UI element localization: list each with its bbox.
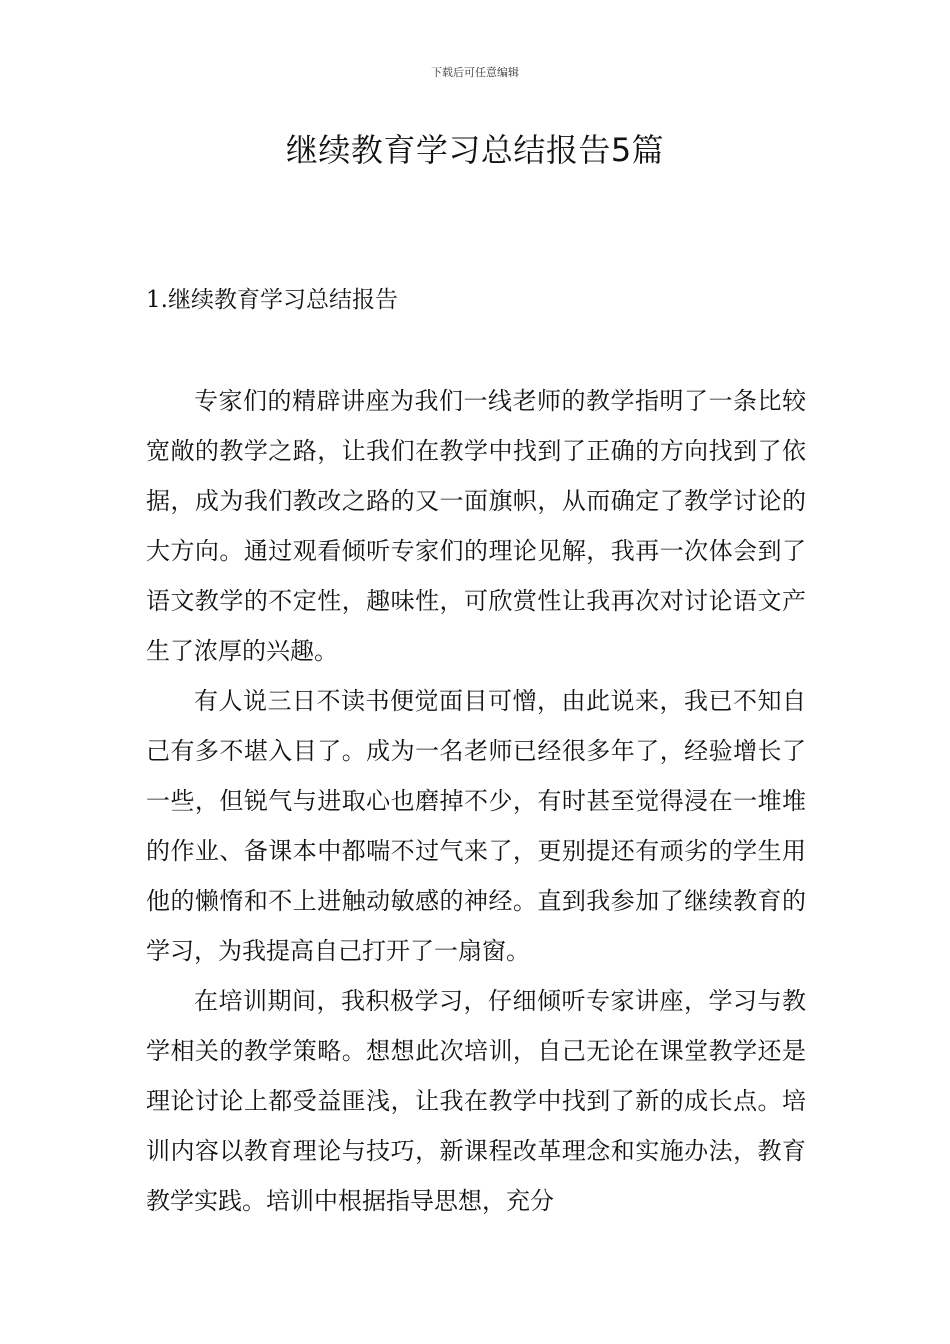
paragraph: 在培训期间，我积极学习，仔细倾听专家讲座，学习与教学相关的教学策略。想想此次培训，自己无论在课堂教学还是理论讨论上都受益匪浅，让我在教学中找到了新的成长点。培训内容以教育理论与技巧，新课程改革理念和实施办法，教育教学实践。培训中根据指导思想，充分	[146, 987, 806, 1215]
paragraph: 专家们的精辟讲座为我们一线老师的教学指明了一条比较宽敞的教学之路，让我们在教学中找到了正确的方向找到了依据，成为我们教改之路的又一面旗帜，从而确定了教学讨论的大方向。通过观看倾听专家们的理论见解，我再一次体会到了语文教学的不定性，趣味性，可欣赏性让我再次对讨论语文产生了浓厚的兴趣。	[146, 387, 806, 665]
document-body	[146, 376, 806, 1226]
header-note: 下载后可任意编辑	[431, 66, 519, 79]
document-title: 继续教育学习总结报告5篇	[285, 131, 665, 169]
section-heading: 1.继续教育学习总结报告	[146, 287, 398, 313]
paragraph: 有人说三日不读书便觉面目可憎，由此说来，我已不知自己有多不堪入目了。成为一名老师已经很多年了，经验增长了一些，但锐气与进取心也磨掉不少，有时甚至觉得浸在一堆堆的作业、备课本中都喘不过气来了，更别提还有顽劣的学生用他的懒惰和不上进触动敏感的神经。直到我参加了继续教育的学习，为我提高自己打开了一扇窗。	[146, 687, 806, 965]
